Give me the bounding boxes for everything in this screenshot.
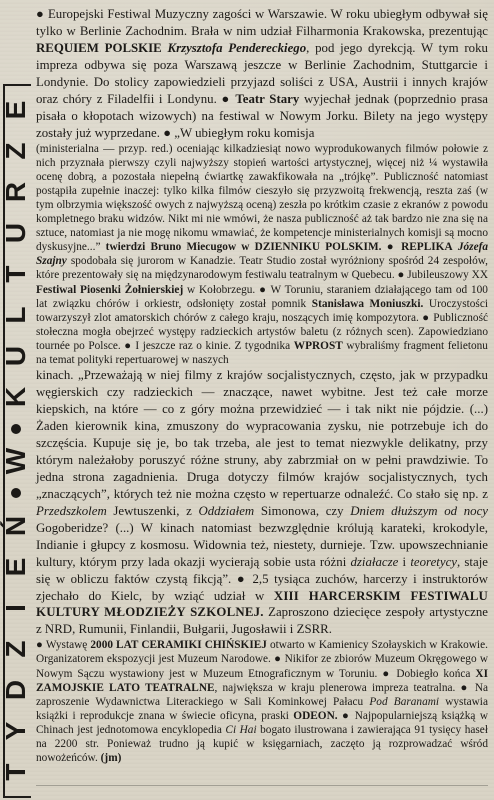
festival-name: Festiwal Piosenki Żołnierskiej (36, 283, 184, 296)
title-letter: Ń (0, 515, 31, 536)
bullet: ● (422, 311, 430, 324)
title-letter: E (0, 100, 31, 120)
title-requiem: REQUIEM POLSKIE (36, 40, 162, 55)
bullet: ● (236, 571, 247, 586)
teatr-stary: Teatr Stary (235, 91, 300, 106)
festival-name: XIII HARCERSKIM FESTIWALU KULTURY MŁODZIEŻY SZKOLNEJ. (36, 588, 488, 620)
text-run: Zaproszono dziecięce zespoły artystyczne z NRD, Rumunii, Finlandii, Bułgarii, Jugosławii i ZSRR. (36, 605, 488, 637)
text-run: bogato ilustrowana i zawierająca 91 tysięcy haseł na 2200 str. Ponieważ trudno ją kupić w księgarniach, zaczęto ją rozprowadzać wśród nowożeńców. (36, 723, 488, 765)
title-letter: R (0, 181, 31, 203)
bullet: ● (221, 91, 231, 106)
title-letter: T (0, 763, 31, 781)
book-title: Ci Hai (225, 723, 257, 736)
title-letter: W (0, 448, 31, 475)
film-title: Oddziałem (198, 503, 255, 518)
bullet: ● (460, 681, 470, 694)
text-run: I jeszcze raz o kinie. Z tygodnika (135, 339, 291, 352)
article-paragraph-small (36, 142, 488, 368)
title-letter: K (0, 387, 31, 408)
film-title: Przedszkolem (36, 503, 107, 518)
text-run: spodobała się jurorom w Kanadzie. Teatr Studio został wyróżniony spośród 24 zespołów, które prezentowały się na międzynarodowym festiwalu teatralnym w Quebecu. (36, 255, 488, 282)
text-run: wystawia książki i reprodukcje znana w świecie oficyna, praski (36, 695, 488, 722)
article-paragraph (36, 367, 488, 638)
bullet: ● (36, 639, 44, 652)
text-run: Publiczność stołeczna mogła obejrzeć występy radzieckich artystów baletu (z różnych scen). Zapowiedziano tournée po Polsce. (36, 311, 488, 352)
person-name: Stanisława Moniuszki. (311, 297, 424, 310)
title-letter: Z (0, 640, 31, 658)
signature: (jm) (100, 752, 122, 765)
publisher-name: ODEON. (293, 709, 338, 722)
text-run: Simonowa, czy (254, 503, 351, 518)
text-run: otwarto w Kamienicy Szołayskich w Krakowie. Organizatorem ekspozycji jest Muzeum Narodowe. (36, 639, 488, 666)
bottom-rule (36, 785, 488, 786)
text-run: kinach. „Przeważają w niej filmy z krajów socjalistycznych, często, jak w przypadku węgierskich czy radzieckich — znaczące, nawet wybitne. Jest też całe morze kiepskich, na które — co z góry można przewidzieć — i tak nikt nie pójdzie. (...) Żaden kierownik kina, zmuszony do wypracowania zysku, nie potrzebuje ich do szczęścia. Kupuje się je, bo tak trzeba, ale jest to temat niezwykle delikatny, przy którym należałoby poruszyć różne struny, aby zabrzmiał on w pełni prawdziwie. To jedna strona zagadnienia. Druga dotyczy filmów krajów socjalistycznych, tych „znaczących”, których też nie można często w repertuarze odnaleźć. Co stało się np. z (36, 368, 488, 501)
text-run: , pod jego dyrekcją. W tym roku impreza odbywa się poza Warszawą jeszcze w Berlinie Zachodnim, Stuttgarcie i Londynie. Do stolicy zapowiedzieli przyjazd soliści z USA, Austrii i innych krajów oraz chóry z Filadelfii i Londynu. (36, 40, 488, 106)
weekly-name: WPROST (293, 339, 343, 352)
composer-name: Krzysztofa Pendereckiego (167, 40, 307, 55)
text-run: wybraliśmy fragment felietonu na temat polityki repertuarowej w naszych (36, 339, 488, 367)
text-run: Nikifor ze zbiorów Muzeum Okręgowego w Nowym Sączu wystawiony jest w Muzeum Etnograficznym w Toruniu. (36, 653, 489, 680)
title-letter: L (0, 306, 31, 324)
bullet: ● (386, 241, 396, 254)
text-run: Jubileuszowy XX (407, 269, 488, 282)
text-run: 2,5 tysiąca zuchów, harcerzy i instruktorów zjechało do Kielc, by wziąć udział w (36, 571, 488, 603)
text-run: Wystawę (45, 639, 88, 652)
bullet: ● (36, 7, 45, 21)
title-letter: T (0, 265, 31, 283)
bullet: ● (274, 653, 282, 666)
text-run: Uroczystości towarzyszył zlot amatorskich chórów z całego kraju, noszących imię kompozytora. (36, 297, 489, 324)
text-run: Europejski Festiwal Muzyczny zagości w Warszawie. W roku ubiegłym odbywał się tylko w Berlinie Zachodnim. Brała w nim udział Filharmonia Krakowska, prezentując (36, 7, 488, 38)
exhibition-name: 2000 LAT CERAMIKI CHIŃSKIEJ (90, 639, 267, 652)
quote-intro: „W ubiegłym roku komisja (174, 125, 315, 140)
italic-word: działacze (350, 554, 399, 569)
title-letter: U (0, 346, 31, 367)
quote-text: (ministerialna — przyp. red.) oceniając kilkadziesiąt nowo wyprodukowanych filmów połowie z nich przyznała pierwszy czyli najwyższy stopień wartości artystycznej, więcej niż ¼ wystawiła ocenę dobrą, a pozostała niepełną ćwiartkę zawakfikowała na „trójkę”. Publiczność natomiast postąpiła zupełnie inaczej: tylko kilka filmów cieszyło się przyzwoitą frekwencją, reszta zaś (w tym olbrzymia większość owych z najwyższą oceną) zeszła po krótkim czasie z ekranów z powodu kompletnego braku widzów. Nikt mi nie wmówi, że nasza publiczność aż tak bardzo nie zna się na sztuce, natomiast ja nie mogę nikomu wmawiać, że kompetencje ministerialnych komisji są mocno dyskusyjne...” (36, 142, 488, 254)
title-letter: D (0, 679, 31, 700)
title-letter: Z (0, 142, 31, 160)
bullet: ● (341, 709, 351, 722)
bullet: ● (382, 667, 392, 680)
title-letter: Y (0, 721, 31, 741)
text-run: Dobiegło końca (396, 667, 471, 680)
article-body (36, 6, 488, 798)
italic-word: teoretycy (410, 554, 457, 569)
text-run: Na zaproszenie Wydawnictwa Literackiego w Sali Kominkowej Pałacu (36, 681, 489, 708)
article-paragraph-small (36, 638, 488, 765)
bullet: ● (397, 269, 405, 282)
title-letter: U (0, 223, 31, 244)
text-run: Gogoberidze? (...) W kinach natomiast bezwzględnie królują karateki, krokodyle, Indianie i głupcy z kosmosu. Widownia też, niestety, durnieje. Tzw. upowszechnianie kultury, którym przy lada okazji wycierają sobie usta różni (36, 520, 488, 569)
place-name: Pod Baranami (369, 695, 440, 708)
text-run: , największa w kraju plenerowa impreza teatralna. (214, 681, 456, 694)
text-run: , staje się w obliczu faktów czystą fikcją”. (36, 554, 488, 586)
article-paragraph (36, 6, 488, 142)
replika-title: REPLIKA (401, 241, 453, 254)
text-run: w Kołobrzegu. (187, 283, 256, 296)
text-run: wyjechał jednak (poprzednio prasa pisała o kłopotach wizowych) na festiwal w Nowym Jorku. Bilety na jego występy zostały już wyprzedane. (36, 91, 488, 140)
title-letter: I (0, 603, 31, 612)
quote-source: twierdzi Bruno Miecugow w DZIENNIKU POLSKIM. (105, 241, 382, 254)
bullet: ● (259, 283, 267, 296)
author-name: Józefa Szajny (36, 241, 489, 268)
text-run: Jewtuszenki, z (106, 503, 199, 518)
title-letter: E (0, 557, 31, 576)
bullet: ● (124, 339, 132, 352)
event-name: XI ZAMOJSKIE LATO TEATRALNE (36, 667, 488, 694)
vertical-title-frame (0, 84, 31, 798)
text-run: i (398, 554, 411, 569)
text-run: Najpopularniejszą książką w Chinach jest jednotomowa encyklopedia (36, 709, 488, 736)
film-title: Dniem dłuższym od nocy (350, 503, 488, 518)
text-run: W Toruniu, staraniem działającego tam od 100 lat związku chórów i orkiestr, odsłonięty został pomnik (36, 283, 488, 310)
bullet: ● (163, 125, 171, 140)
